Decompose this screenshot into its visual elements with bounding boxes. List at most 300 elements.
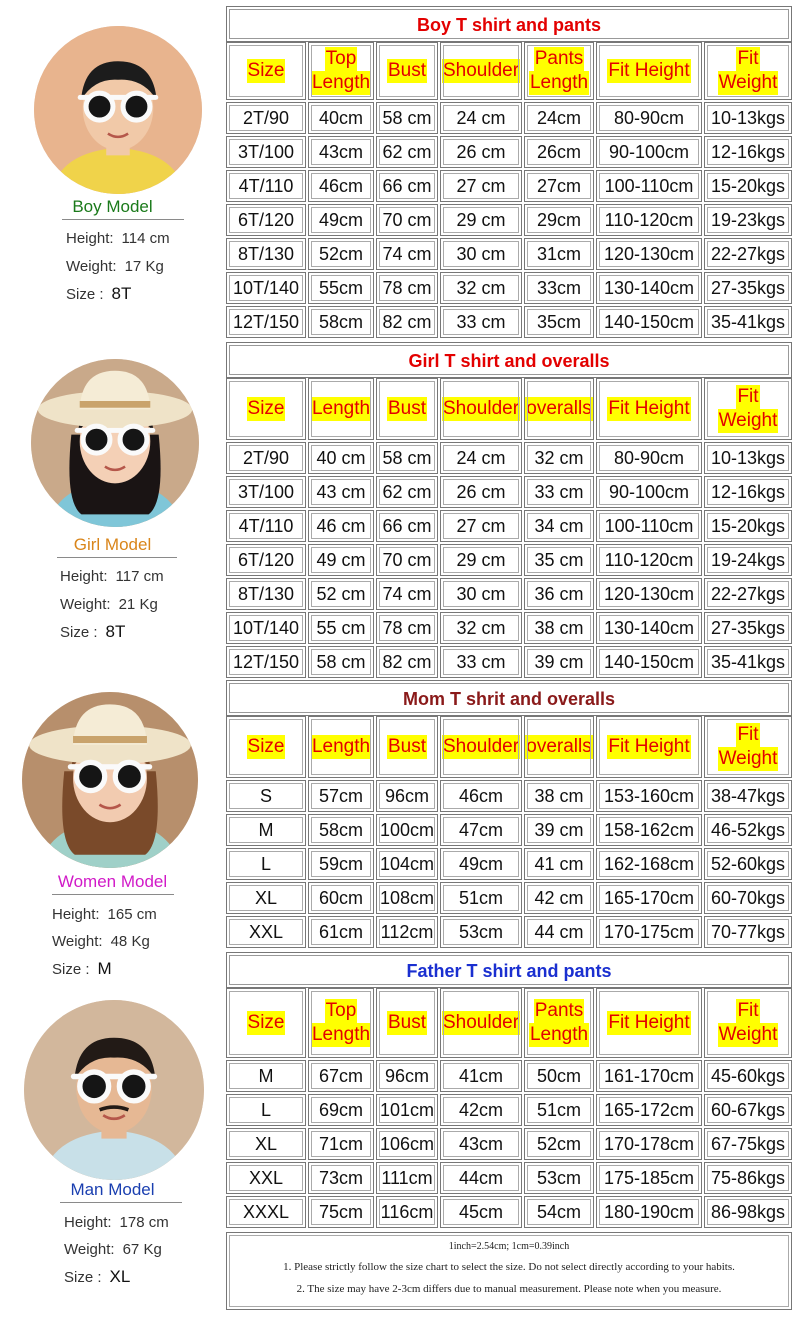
table-cell: 46cm: [308, 170, 374, 202]
table-cell: 165-172cm: [596, 1094, 702, 1126]
model-name-underline: [57, 557, 177, 558]
table-cell: 78 cm: [376, 272, 438, 304]
size-table-title: Mom T shrit and overalls: [226, 680, 792, 716]
table-cell: 44 cm: [524, 916, 594, 948]
table-cell: 10-13kgs: [704, 102, 792, 134]
table-row: [226, 612, 792, 644]
table-cell: 41 cm: [524, 848, 594, 880]
table-cell: 130-140cm: [596, 612, 702, 644]
table-cell: 50cm: [524, 1060, 594, 1092]
model-weight-label: Weight:: [52, 933, 103, 950]
model-size-label: Size :: [64, 1269, 102, 1286]
table-cell: 96cm: [376, 780, 438, 812]
table-cell: 75-86kgs: [704, 1162, 792, 1194]
table-cell: 51cm: [524, 1094, 594, 1126]
column-header: [596, 42, 702, 100]
table-cell: 101cm: [376, 1094, 438, 1126]
table-cell: 74 cm: [376, 578, 438, 610]
column-header: [704, 42, 792, 100]
table-row: [226, 578, 792, 610]
table-row: [226, 814, 792, 846]
table-cell: 4T/110: [226, 510, 306, 542]
table-cell: 38 cm: [524, 780, 594, 812]
column-header-text: Length: [311, 1024, 371, 1045]
model-weight: [52, 933, 150, 950]
table-cell: 6T/120: [226, 544, 306, 576]
model-weight-label: Weight:: [60, 596, 111, 613]
column-header: [704, 716, 792, 778]
table-cell: 38 cm: [524, 612, 594, 644]
table-cell: 100-110cm: [596, 510, 702, 542]
table-cell: 33 cm: [440, 306, 522, 338]
table-row: [226, 1060, 792, 1092]
model-name: Women Model: [57, 872, 168, 891]
column-header-text: Length: [529, 72, 589, 93]
table-row: [226, 510, 792, 542]
table-cell: 106cm: [376, 1128, 438, 1160]
column-header: [226, 42, 306, 100]
table-cell: 35-41kgs: [704, 646, 792, 678]
model-name-underline: [60, 1202, 182, 1203]
table-cell: 19-23kgs: [704, 204, 792, 236]
column-header: [308, 716, 374, 778]
size-table-header: [226, 716, 792, 778]
model-name: Girl Model: [73, 535, 152, 554]
table-cell: 27 cm: [440, 510, 522, 542]
column-header-text: Shoulder: [442, 1012, 520, 1033]
table-cell: 59cm: [308, 848, 374, 880]
model-height-label: Height:: [52, 906, 100, 923]
table-cell: 51cm: [440, 882, 522, 914]
table-cell: 6T/120: [226, 204, 306, 236]
column-header-text: Pants: [534, 48, 584, 69]
table-cell: 53cm: [524, 1162, 594, 1194]
table-cell: 30 cm: [440, 238, 522, 270]
model-size-value: M: [97, 959, 112, 978]
table-cell: 71cm: [308, 1128, 374, 1160]
table-cell: 33cm: [524, 272, 594, 304]
model-size: [64, 1267, 130, 1287]
table-cell: M: [226, 1060, 306, 1092]
model-photo: [24, 1000, 204, 1180]
table-cell: XXXL: [226, 1196, 306, 1228]
column-header-text: Length: [529, 1024, 589, 1045]
table-cell: 52cm: [524, 1128, 594, 1160]
table-cell: 12-16kgs: [704, 476, 792, 508]
column-header-text: Bust: [387, 398, 427, 419]
column-header-text: Weight: [718, 1024, 778, 1045]
column-header-text: Size: [247, 60, 285, 81]
table-cell: 15-20kgs: [704, 170, 792, 202]
table-cell: 57cm: [308, 780, 374, 812]
table-cell: 61cm: [308, 916, 374, 948]
column-header-text: Fit Height: [608, 60, 690, 81]
table-cell: 180-190cm: [596, 1196, 702, 1228]
model-weight: [64, 1241, 162, 1258]
table-cell: 26cm: [524, 136, 594, 168]
table-cell: 58cm: [308, 306, 374, 338]
note-line1: 1. Please strictly follow the size chart to select the size. Do not select directly according to your habits.: [283, 1261, 735, 1273]
table-cell: 140-150cm: [596, 306, 702, 338]
table-row: [226, 136, 792, 168]
column-header-text: Fit Height: [608, 1012, 690, 1033]
table-cell: 38-47kgs: [704, 780, 792, 812]
table-cell: 32 cm: [524, 442, 594, 474]
column-header: [440, 988, 522, 1058]
table-cell: 15-20kgs: [704, 510, 792, 542]
column-header-text: Shoulder: [442, 736, 520, 757]
column-header: [596, 988, 702, 1058]
column-header: [440, 42, 522, 100]
model-size-value: XL: [109, 1267, 131, 1286]
column-header: [376, 988, 438, 1058]
table-cell: 45-60kgs: [704, 1060, 792, 1092]
column-header-text: Length: [311, 736, 371, 757]
table-cell: 170-175cm: [596, 916, 702, 948]
model-size: [52, 959, 112, 979]
table-cell: 161-170cm: [596, 1060, 702, 1092]
table-cell: 30 cm: [440, 578, 522, 610]
table-cell: 140-150cm: [596, 646, 702, 678]
table-cell: 165-170cm: [596, 882, 702, 914]
table-cell: 108cm: [376, 882, 438, 914]
table-cell: 70 cm: [376, 204, 438, 236]
table-cell: 80-90cm: [596, 102, 702, 134]
size-table-title: Father T shirt and pants: [226, 952, 792, 988]
column-header-text: overalls: [526, 736, 592, 757]
column-header: [440, 716, 522, 778]
column-header: [376, 378, 438, 440]
column-header-text: Bust: [387, 60, 427, 81]
table-row: [226, 544, 792, 576]
model-size-label: Size :: [66, 286, 104, 303]
column-header-text: Fit: [737, 724, 759, 745]
note-conversion: 1inch=2.54cm; 1cm=0.39inch: [448, 1241, 570, 1252]
model-height: [66, 230, 170, 247]
model-photo: [31, 359, 199, 527]
table-cell: 32 cm: [440, 272, 522, 304]
table-cell: 90-100cm: [596, 476, 702, 508]
table-cell: 33 cm: [440, 646, 522, 678]
column-header-text: Fit Height: [608, 736, 690, 757]
table-cell: 100-110cm: [596, 170, 702, 202]
table-cell: 86-98kgs: [704, 1196, 792, 1228]
column-header-text: Bust: [387, 1012, 427, 1033]
table-cell: 58cm: [308, 814, 374, 846]
table-cell: 45cm: [440, 1196, 522, 1228]
model-size-value: 8T: [105, 622, 126, 641]
column-header: [226, 716, 306, 778]
table-row: [226, 848, 792, 880]
model-weight-label: Weight:: [66, 258, 117, 275]
table-cell: 53cm: [440, 916, 522, 948]
column-header-text: Weight: [718, 748, 778, 769]
column-header-text: Length: [311, 72, 371, 93]
table-cell: 35-41kgs: [704, 306, 792, 338]
column-header: [226, 988, 306, 1058]
table-cell: 153-160cm: [596, 780, 702, 812]
table-cell: 158-162cm: [596, 814, 702, 846]
table-cell: 49 cm: [308, 544, 374, 576]
model-photo: [22, 692, 198, 868]
table-cell: 116cm: [376, 1196, 438, 1228]
table-row: [226, 780, 792, 812]
table-cell: L: [226, 848, 306, 880]
table-cell: 26 cm: [440, 136, 522, 168]
table-cell: 110-120cm: [596, 544, 702, 576]
column-header-text: Pants: [534, 1000, 584, 1021]
column-header: [524, 716, 594, 778]
column-header: [596, 378, 702, 440]
table-row: [226, 476, 792, 508]
table-cell: 8T/130: [226, 578, 306, 610]
table-cell: 39 cm: [524, 814, 594, 846]
table-cell: 27cm: [524, 170, 594, 202]
column-header-text: Fit: [737, 1000, 759, 1021]
model-weight-value: 21 Kg: [118, 596, 158, 613]
model-size: [60, 622, 125, 642]
table-cell: 120-130cm: [596, 238, 702, 270]
table-cell: 111cm: [376, 1162, 438, 1194]
column-header-text: Bust: [387, 736, 427, 757]
table-cell: 60-67kgs: [704, 1094, 792, 1126]
table-cell: 19-24kgs: [704, 544, 792, 576]
model-size-value: 8T: [111, 284, 132, 303]
table-cell: 24 cm: [440, 102, 522, 134]
table-cell: 29cm: [524, 204, 594, 236]
table-row: [226, 1094, 792, 1126]
table-cell: 162-168cm: [596, 848, 702, 880]
size-table-title: Girl T shirt and overalls: [226, 342, 792, 378]
model-weight: [66, 258, 164, 275]
table-cell: 3T/100: [226, 476, 306, 508]
table-cell: 49cm: [308, 204, 374, 236]
column-header: [704, 378, 792, 440]
column-header-text: Fit Height: [608, 398, 690, 419]
model-name-underline: [52, 894, 174, 895]
model-height-value: 117 cm: [115, 568, 164, 585]
table-cell: 33 cm: [524, 476, 594, 508]
table-cell: 96cm: [376, 1060, 438, 1092]
table-cell: 60cm: [308, 882, 374, 914]
table-cell: 34 cm: [524, 510, 594, 542]
table-cell: 4T/110: [226, 170, 306, 202]
column-header: [226, 378, 306, 440]
table-cell: 62 cm: [376, 476, 438, 508]
column-header-text: Size: [247, 398, 285, 419]
table-cell: 24 cm: [440, 442, 522, 474]
column-header-text: Size: [247, 736, 285, 757]
table-cell: 39 cm: [524, 646, 594, 678]
size-table-header: [226, 42, 792, 100]
table-cell: 35 cm: [524, 544, 594, 576]
table-cell: 26 cm: [440, 476, 522, 508]
model-size-label: Size :: [52, 961, 90, 978]
table-cell: 49cm: [440, 848, 522, 880]
model-name-underline: [62, 219, 184, 220]
table-cell: 42 cm: [524, 882, 594, 914]
table-cell: 100cm: [376, 814, 438, 846]
table-cell: 69cm: [308, 1094, 374, 1126]
table-cell: 43 cm: [308, 476, 374, 508]
table-cell: 58 cm: [308, 646, 374, 678]
table-cell: 29 cm: [440, 544, 522, 576]
table-cell: 55cm: [308, 272, 374, 304]
table-row: [226, 238, 792, 270]
table-cell: 58 cm: [376, 102, 438, 134]
table-cell: 66 cm: [376, 170, 438, 202]
table-row: [226, 916, 792, 948]
model-name: Man Model: [70, 1180, 155, 1199]
model-height: [52, 906, 157, 923]
column-header: [524, 378, 594, 440]
table-cell: 175-185cm: [596, 1162, 702, 1194]
note-line2: 2. The size may have 2-3cm differs due to manual measurement. Please note when you measure.: [296, 1283, 722, 1295]
size-table-header: [226, 988, 792, 1058]
column-header-text: Shoulder: [442, 398, 520, 419]
table-cell: XXL: [226, 1162, 306, 1194]
table-cell: 46 cm: [308, 510, 374, 542]
model-height-value: 165 cm: [107, 906, 157, 923]
table-row: [226, 170, 792, 202]
table-cell: 40 cm: [308, 442, 374, 474]
table-cell: 43cm: [308, 136, 374, 168]
table-cell: 41cm: [440, 1060, 522, 1092]
table-row: [226, 272, 792, 304]
table-cell: 12T/150: [226, 306, 306, 338]
table-cell: 10-13kgs: [704, 442, 792, 474]
table-cell: 46-52kgs: [704, 814, 792, 846]
table-cell: 12-16kgs: [704, 136, 792, 168]
table-cell: XL: [226, 882, 306, 914]
size-table-title: Boy T shirt and pants: [226, 6, 792, 42]
table-cell: 82 cm: [376, 646, 438, 678]
table-cell: 2T/90: [226, 102, 306, 134]
table-cell: 52-60kgs: [704, 848, 792, 880]
table-row: [226, 646, 792, 678]
column-header: [376, 42, 438, 100]
table-cell: 78 cm: [376, 612, 438, 644]
column-header-text: Top: [325, 48, 357, 69]
table-row: [226, 882, 792, 914]
table-cell: 58 cm: [376, 442, 438, 474]
model-weight-value: 17 Kg: [124, 258, 164, 275]
table-cell: S: [226, 780, 306, 812]
table-cell: 8T/130: [226, 238, 306, 270]
table-cell: 120-130cm: [596, 578, 702, 610]
table-cell: 31cm: [524, 238, 594, 270]
column-header-text: Shoulder: [442, 60, 520, 81]
table-cell: 54cm: [524, 1196, 594, 1228]
column-header-text: Weight: [718, 72, 778, 93]
table-cell: 52cm: [308, 238, 374, 270]
table-cell: 29 cm: [440, 204, 522, 236]
column-header-text: Weight: [718, 410, 778, 431]
table-row: [226, 442, 792, 474]
column-header: [308, 988, 374, 1058]
table-cell: 130-140cm: [596, 272, 702, 304]
column-header: [308, 378, 374, 440]
table-cell: 73cm: [308, 1162, 374, 1194]
table-cell: 66 cm: [376, 510, 438, 542]
model-weight-value: 67 Kg: [122, 1241, 162, 1258]
column-header: [376, 716, 438, 778]
column-header-text: overalls: [526, 398, 592, 419]
table-cell: 52 cm: [308, 578, 374, 610]
table-cell: 24cm: [524, 102, 594, 134]
column-header: [524, 42, 594, 100]
column-header-text: Top: [325, 1000, 357, 1021]
table-cell: 47cm: [440, 814, 522, 846]
model-height-label: Height:: [64, 1214, 112, 1231]
table-cell: 22-27kgs: [704, 238, 792, 270]
table-cell: 170-178cm: [596, 1128, 702, 1160]
table-cell: 74 cm: [376, 238, 438, 270]
table-cell: 35cm: [524, 306, 594, 338]
table-cell: 27 cm: [440, 170, 522, 202]
model-name: Boy Model: [72, 197, 153, 216]
table-cell: 43cm: [440, 1128, 522, 1160]
table-cell: 44cm: [440, 1162, 522, 1194]
size-table-header: [226, 378, 792, 440]
table-cell: 10T/140: [226, 272, 306, 304]
model-weight-label: Weight:: [64, 1241, 115, 1258]
table-row: [226, 102, 792, 134]
table-cell: 110-120cm: [596, 204, 702, 236]
table-cell: 55 cm: [308, 612, 374, 644]
table-cell: 112cm: [376, 916, 438, 948]
column-header-text: Length: [311, 398, 371, 419]
table-cell: 46cm: [440, 780, 522, 812]
table-cell: 32 cm: [440, 612, 522, 644]
table-row: [226, 1128, 792, 1160]
column-header: [704, 988, 792, 1058]
table-cell: 82 cm: [376, 306, 438, 338]
table-cell: 60-70kgs: [704, 882, 792, 914]
column-header: [596, 716, 702, 778]
column-header: [308, 42, 374, 100]
model-weight: [60, 596, 158, 613]
table-cell: M: [226, 814, 306, 846]
model-height-value: 114 cm: [121, 230, 170, 247]
size-notes: [226, 1232, 792, 1310]
table-cell: 27-35kgs: [704, 272, 792, 304]
table-cell: XL: [226, 1128, 306, 1160]
table-cell: 62 cm: [376, 136, 438, 168]
table-row: [226, 306, 792, 338]
table-cell: L: [226, 1094, 306, 1126]
table-cell: 67-75kgs: [704, 1128, 792, 1160]
table-cell: 40cm: [308, 102, 374, 134]
table-cell: 104cm: [376, 848, 438, 880]
model-height: [64, 1214, 169, 1231]
model-height-value: 178 cm: [119, 1214, 169, 1231]
column-header-text: Fit: [737, 386, 759, 407]
table-row: [226, 1162, 792, 1194]
table-cell: 90-100cm: [596, 136, 702, 168]
table-cell: 75cm: [308, 1196, 374, 1228]
table-row: [226, 204, 792, 236]
model-weight-value: 48 Kg: [110, 933, 150, 950]
table-cell: 2T/90: [226, 442, 306, 474]
table-row: [226, 1196, 792, 1228]
table-cell: 67cm: [308, 1060, 374, 1092]
table-cell: XXL: [226, 916, 306, 948]
model-size: [66, 284, 131, 304]
table-cell: 70 cm: [376, 544, 438, 576]
column-header-text: Fit: [737, 48, 759, 69]
model-height-label: Height:: [60, 568, 108, 585]
